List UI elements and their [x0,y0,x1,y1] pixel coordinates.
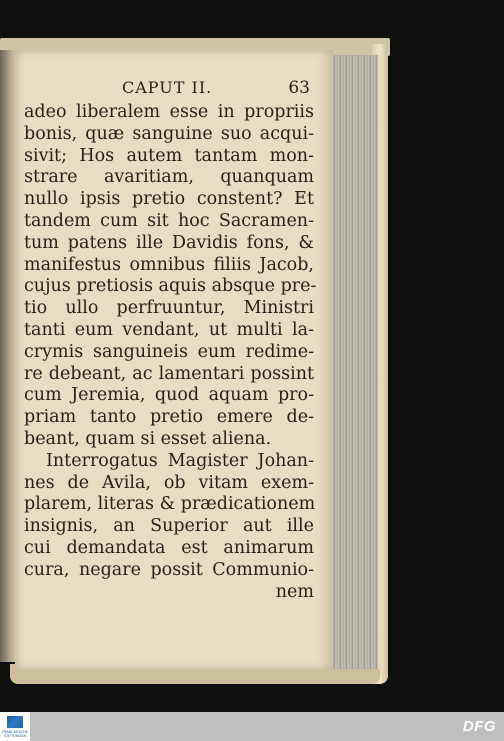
text-line: tio ullo perfruuntur, Ministri [24,298,314,319]
logo-icon [7,716,23,728]
page-header [26,78,316,100]
text-line: tum patens ille Davidis fons, & [24,232,314,253]
text-line: bonis, quæ sanguine suo acqui- [24,123,314,144]
text-line: tandem cum sit hoc Sacramen- [24,210,314,231]
text-line: manifestus omnibus filiis Jacob, [24,254,314,275]
text-line: Interrogatus Magister Johan- [46,450,314,471]
page-number: 63 [288,78,310,98]
viewer-footer [0,712,504,741]
text-line: nullo ipsis pretio constent? Et [24,189,314,210]
text-line: strare avaritiam, quanquam [24,167,314,188]
text-line: re debeant, ac lamentari possint [24,363,314,384]
body-text [24,102,317,603]
text-line: cujus pretiosis aquis absque pre- [24,276,317,297]
institution-logo[interactable] [0,712,30,741]
dfg-logo[interactable]: DFG [462,718,496,735]
text-line: sivit; Hos autem tantam mon- [24,145,314,166]
text-line: insignis, an Superior aut ille [24,516,314,537]
text-line: cura, negare possit Communio- [24,559,314,580]
page-stack-edge [330,55,382,669]
logo-text: FRANCKESCHE STIFTUNGEN [2,730,28,738]
text-line: nes de Avila, ob vitam exem- [24,472,314,493]
catchword: nem [275,581,314,602]
running-title: CAPUT II. [122,78,213,97]
text-line: crymis sanguineis eum redime- [24,341,314,362]
text-line: beant, quam si esset aliena. [24,428,272,449]
text-line: tanti eum vendant, ut multi la- [24,319,314,340]
text-line: priam tanto pretio emere de- [24,407,314,428]
text-line: adeo liberalem esse in propriis [24,102,314,122]
text-line: cui demandata est animarum [24,537,314,558]
text-line: plarem, literas & prædicationem [24,494,316,515]
text-line: cum Jeremia, quod aquam pro- [24,385,314,406]
